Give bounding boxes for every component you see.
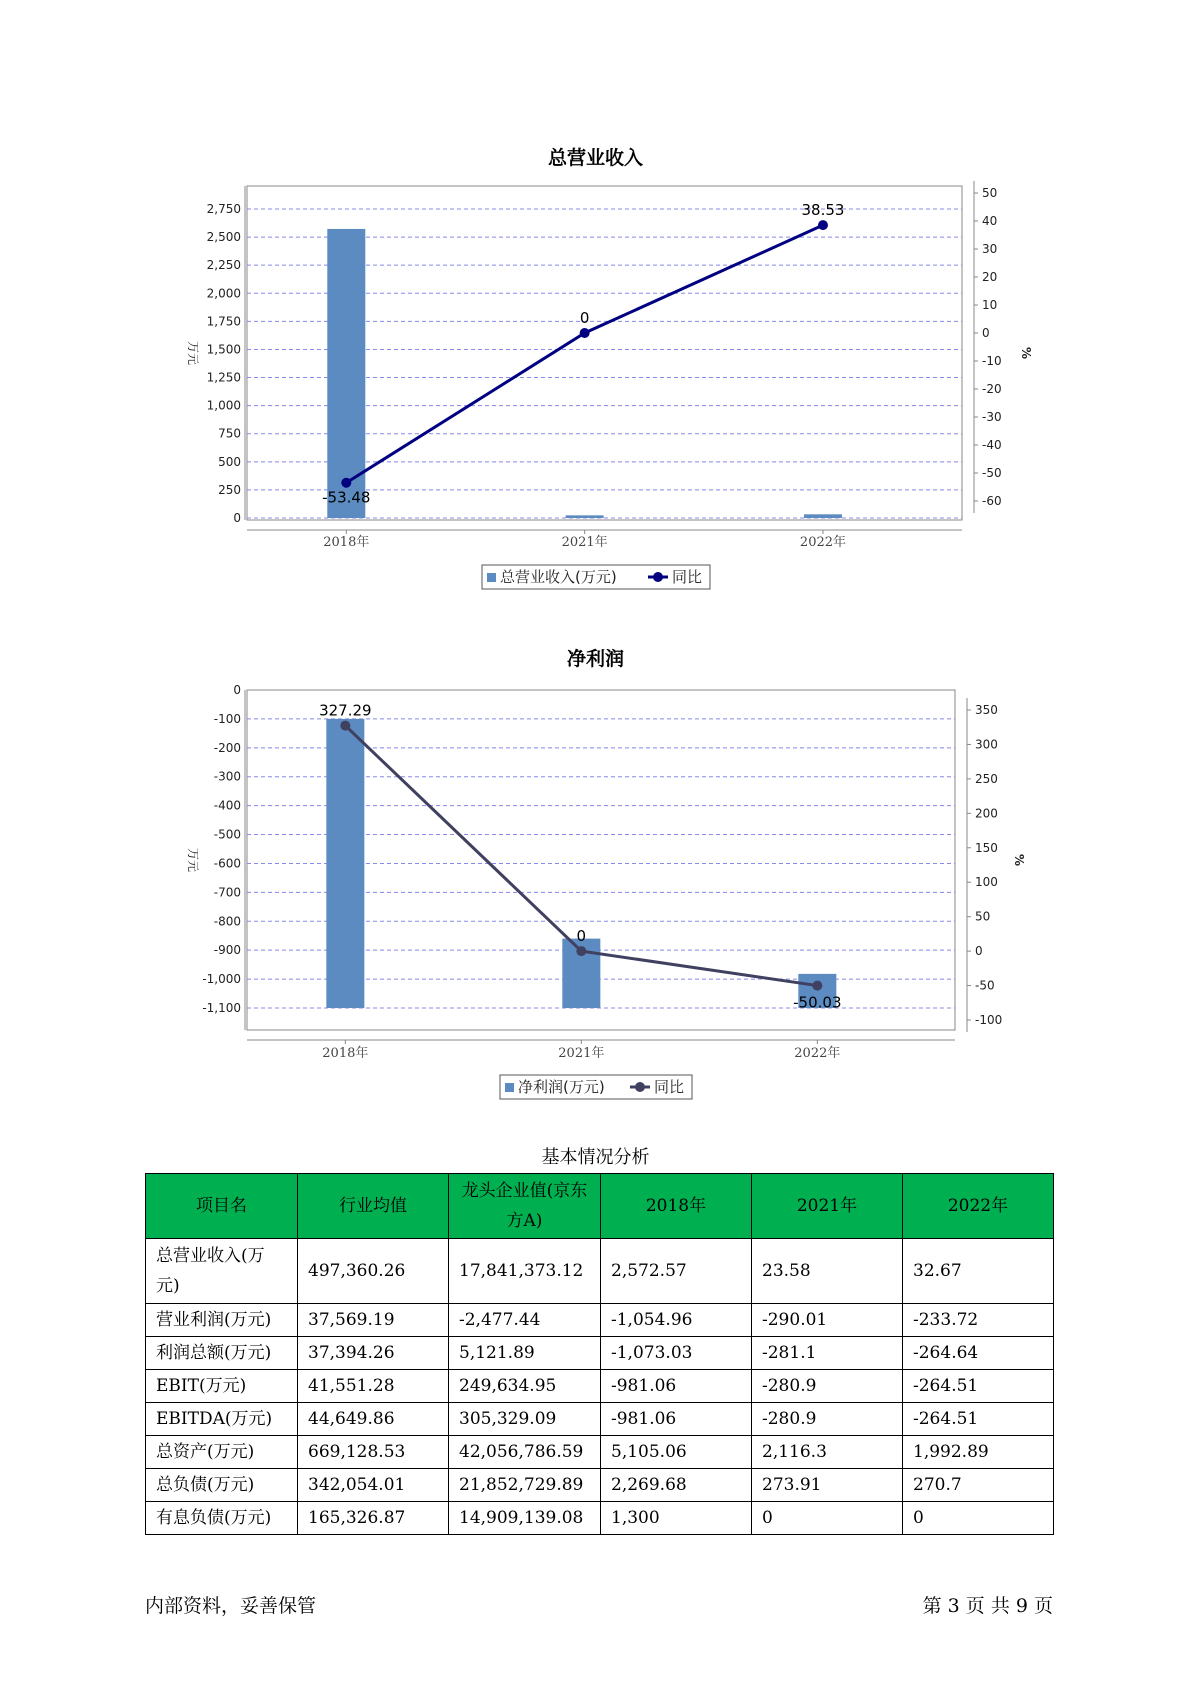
yoy-data-label: 38.53 xyxy=(801,201,845,220)
table-cell: -233.72 xyxy=(903,1304,1054,1337)
table-row xyxy=(146,1403,1054,1436)
x-tick-label: 2021年 xyxy=(561,535,608,550)
y-tick-label: 2,750 xyxy=(206,202,241,216)
table-cell: 总负债(万元) xyxy=(146,1469,298,1502)
table-cell: -281.1 xyxy=(752,1337,903,1370)
table-cell: 0 xyxy=(752,1502,903,1535)
bar xyxy=(566,515,604,518)
y-tick-label: -1,000 xyxy=(202,972,241,987)
yoy-data-label: 0 xyxy=(579,309,590,327)
table-cell: 1,300 xyxy=(601,1502,752,1535)
table-cell: 342,054.01 xyxy=(298,1469,449,1502)
column-header: 项目名 xyxy=(146,1174,298,1239)
yoy-point xyxy=(818,220,828,230)
table-cell: -280.9 xyxy=(752,1403,903,1436)
yoy-data-label: 0 xyxy=(576,927,587,946)
table-cell: 5,105.06 xyxy=(601,1436,752,1469)
table-row xyxy=(146,1502,1054,1535)
legend-swatch-point xyxy=(653,572,663,582)
table-cell: 669,128.53 xyxy=(298,1436,449,1469)
table-cell: 270.7 xyxy=(903,1469,1054,1502)
table-cell: 23.58 xyxy=(752,1239,903,1304)
table-body xyxy=(146,1239,1054,1535)
table-cell: 营业利润(万元) xyxy=(146,1304,298,1337)
y-tick-label: 0 xyxy=(233,683,241,697)
yoy-point xyxy=(341,478,351,488)
y2-tick-label: 250 xyxy=(975,771,998,786)
table-cell: EBITDA(万元) xyxy=(146,1403,298,1436)
table-cell: 有息负债(万元) xyxy=(146,1502,298,1535)
table-caption: 基本情况分析 xyxy=(541,1147,650,1168)
legend-swatch-bar xyxy=(505,1083,514,1092)
y-tick-label: 1,250 xyxy=(206,370,241,385)
yoy-point xyxy=(340,721,350,731)
table-cell: -981.06 xyxy=(601,1403,752,1436)
table-cell: 2,572.57 xyxy=(601,1239,752,1304)
y2-tick-label: 30 xyxy=(982,242,998,256)
table-cell: 1,992.89 xyxy=(903,1436,1054,1469)
table-cell: -264.64 xyxy=(903,1337,1054,1370)
chart-title-revenue: 总营业收入 xyxy=(547,147,643,169)
table-row xyxy=(146,1469,1054,1502)
y-tick-label: 750 xyxy=(218,426,241,441)
y2-tick-label: -100 xyxy=(975,1013,1003,1027)
table-cell: 41,551.28 xyxy=(298,1370,449,1403)
y2-tick-label: 350 xyxy=(975,703,998,717)
table-cell: 利润总额(万元) xyxy=(146,1337,298,1370)
table-row xyxy=(146,1436,1054,1469)
table-cell: 249,634.95 xyxy=(449,1370,601,1403)
y-tick-label: 0 xyxy=(233,511,241,525)
y2-tick-label: -40 xyxy=(982,438,1002,452)
x-tick-label: 2018年 xyxy=(323,535,370,550)
table-cell: 总营业收入(万元) xyxy=(146,1239,298,1304)
table-cell: -280.9 xyxy=(752,1370,903,1403)
column-header: 龙头企业值(京东方A) xyxy=(449,1174,601,1239)
table-cell: 0 xyxy=(903,1502,1054,1535)
table-cell: 2,269.68 xyxy=(601,1469,752,1502)
table-cell: -264.51 xyxy=(903,1403,1054,1436)
column-header: 2021年 xyxy=(752,1174,903,1239)
legend-label-line: 同比 xyxy=(672,568,703,586)
y-tick-label: 250 xyxy=(218,482,241,497)
table-cell: 32.67 xyxy=(903,1239,1054,1304)
y2-tick-label: 50 xyxy=(975,909,991,924)
y-axis-unit: 万元 xyxy=(186,340,200,366)
yoy-data-label: 327.29 xyxy=(319,701,372,720)
y2-tick-label: 40 xyxy=(982,214,998,228)
footer-page-number: 第 3 页 共 9 页 xyxy=(922,1595,1053,1617)
revenue-chart xyxy=(0,180,1191,640)
table-cell: 37,394.26 xyxy=(298,1337,449,1370)
y2-tick-label: 300 xyxy=(975,737,998,752)
y2-tick-label: 200 xyxy=(975,806,998,821)
table-cell: 37,569.19 xyxy=(298,1304,449,1337)
y-tick-label: -300 xyxy=(213,769,241,784)
y-tick-label: 500 xyxy=(218,454,241,469)
y2-axis-unit: % xyxy=(1019,346,1033,360)
table-cell: 5,121.89 xyxy=(449,1337,601,1370)
y-tick-label: 1,500 xyxy=(206,342,241,357)
y2-tick-label: -50 xyxy=(982,466,1002,480)
chart-title-net-profit: 净利润 xyxy=(566,648,624,670)
y-tick-label: 2,500 xyxy=(206,230,241,245)
y-tick-label: -200 xyxy=(213,740,241,755)
legend-label-bar: 净利润(万元) xyxy=(518,1078,605,1096)
table-cell: -1,073.03 xyxy=(601,1337,752,1370)
y2-axis-unit: % xyxy=(1012,853,1026,867)
yoy-point xyxy=(580,328,590,338)
y-tick-label: 1,000 xyxy=(206,398,241,413)
column-header: 2018年 xyxy=(601,1174,752,1239)
y-tick-label: 2,250 xyxy=(206,258,241,273)
y2-tick-label: -60 xyxy=(982,494,1002,508)
y-tick-label: -900 xyxy=(213,943,241,958)
y-tick-label: -800 xyxy=(213,914,241,929)
y2-tick-label: 100 xyxy=(975,875,998,890)
y2-tick-label: 0 xyxy=(975,944,983,959)
y-tick-label: 2,000 xyxy=(206,286,241,301)
table-cell: 21,852,729.89 xyxy=(449,1469,601,1502)
table-cell: 17,841,373.12 xyxy=(449,1239,601,1304)
x-tick-label: 2021年 xyxy=(558,1046,605,1061)
x-tick-label: 2018年 xyxy=(322,1046,369,1061)
table-header-row xyxy=(146,1174,1054,1239)
y-tick-label: 1,750 xyxy=(206,314,241,329)
y-tick-label: -100 xyxy=(213,711,241,726)
y-tick-label: -500 xyxy=(213,827,241,842)
y-axis-unit: 万元 xyxy=(186,847,200,873)
bar xyxy=(326,719,364,1008)
table-cell: -290.01 xyxy=(752,1304,903,1337)
y-tick-label: -1,100 xyxy=(202,1001,241,1015)
table-cell: 305,329.09 xyxy=(449,1403,601,1436)
y2-tick-label: -30 xyxy=(982,410,1002,424)
table-cell: -2,477.44 xyxy=(449,1304,601,1337)
legend-swatch-point xyxy=(635,1082,645,1092)
table-cell: 42,056,786.59 xyxy=(449,1436,601,1469)
y2-tick-label: -10 xyxy=(982,354,1002,368)
table-cell: 165,326.87 xyxy=(298,1502,449,1535)
basic-analysis-table xyxy=(145,1173,1054,1535)
y-tick-label: -600 xyxy=(213,856,241,871)
table-row xyxy=(146,1239,1054,1304)
table-cell: 497,360.26 xyxy=(298,1239,449,1304)
y2-tick-label: 150 xyxy=(975,840,998,855)
y2-tick-label: 0 xyxy=(982,326,990,340)
y2-tick-label: 10 xyxy=(982,298,998,312)
table-cell: -1,054.96 xyxy=(601,1304,752,1337)
legend-label-bar: 总营业收入(万元) xyxy=(500,568,617,586)
column-header: 2022年 xyxy=(903,1174,1054,1239)
y2-tick-label: -50 xyxy=(975,978,995,993)
yoy-point xyxy=(812,981,822,991)
yoy-data-label: -50.03 xyxy=(793,993,842,1012)
table-cell: 14,909,139.08 xyxy=(449,1502,601,1535)
table-cell: 2,116.3 xyxy=(752,1436,903,1469)
legend-label-line: 同比 xyxy=(654,1078,685,1096)
net-profit-chart xyxy=(0,670,1191,1110)
y-tick-label: -400 xyxy=(213,798,241,813)
table-cell: -264.51 xyxy=(903,1370,1054,1403)
bar xyxy=(804,514,842,518)
x-tick-label: 2022年 xyxy=(794,1046,841,1061)
table-cell: EBIT(万元) xyxy=(146,1370,298,1403)
table-cell: 44,649.86 xyxy=(298,1403,449,1436)
table-cell: 273.91 xyxy=(752,1469,903,1502)
yoy-data-label: -53.48 xyxy=(322,488,371,507)
legend-swatch-bar xyxy=(487,573,496,582)
table-cell: -981.06 xyxy=(601,1370,752,1403)
footer-confidential: 内部资料，妥善保管 xyxy=(145,1595,317,1617)
column-header: 行业均值 xyxy=(298,1174,449,1239)
y2-tick-label: 50 xyxy=(982,186,998,200)
table-row xyxy=(146,1370,1054,1403)
table-row xyxy=(146,1304,1054,1337)
table-cell: 总资产(万元) xyxy=(146,1436,298,1469)
y2-tick-label: -20 xyxy=(982,382,1002,396)
y-tick-label: -700 xyxy=(213,885,241,900)
yoy-point xyxy=(576,946,586,956)
table-row xyxy=(146,1337,1054,1370)
x-tick-label: 2022年 xyxy=(799,535,847,550)
y2-tick-label: 20 xyxy=(982,270,998,284)
